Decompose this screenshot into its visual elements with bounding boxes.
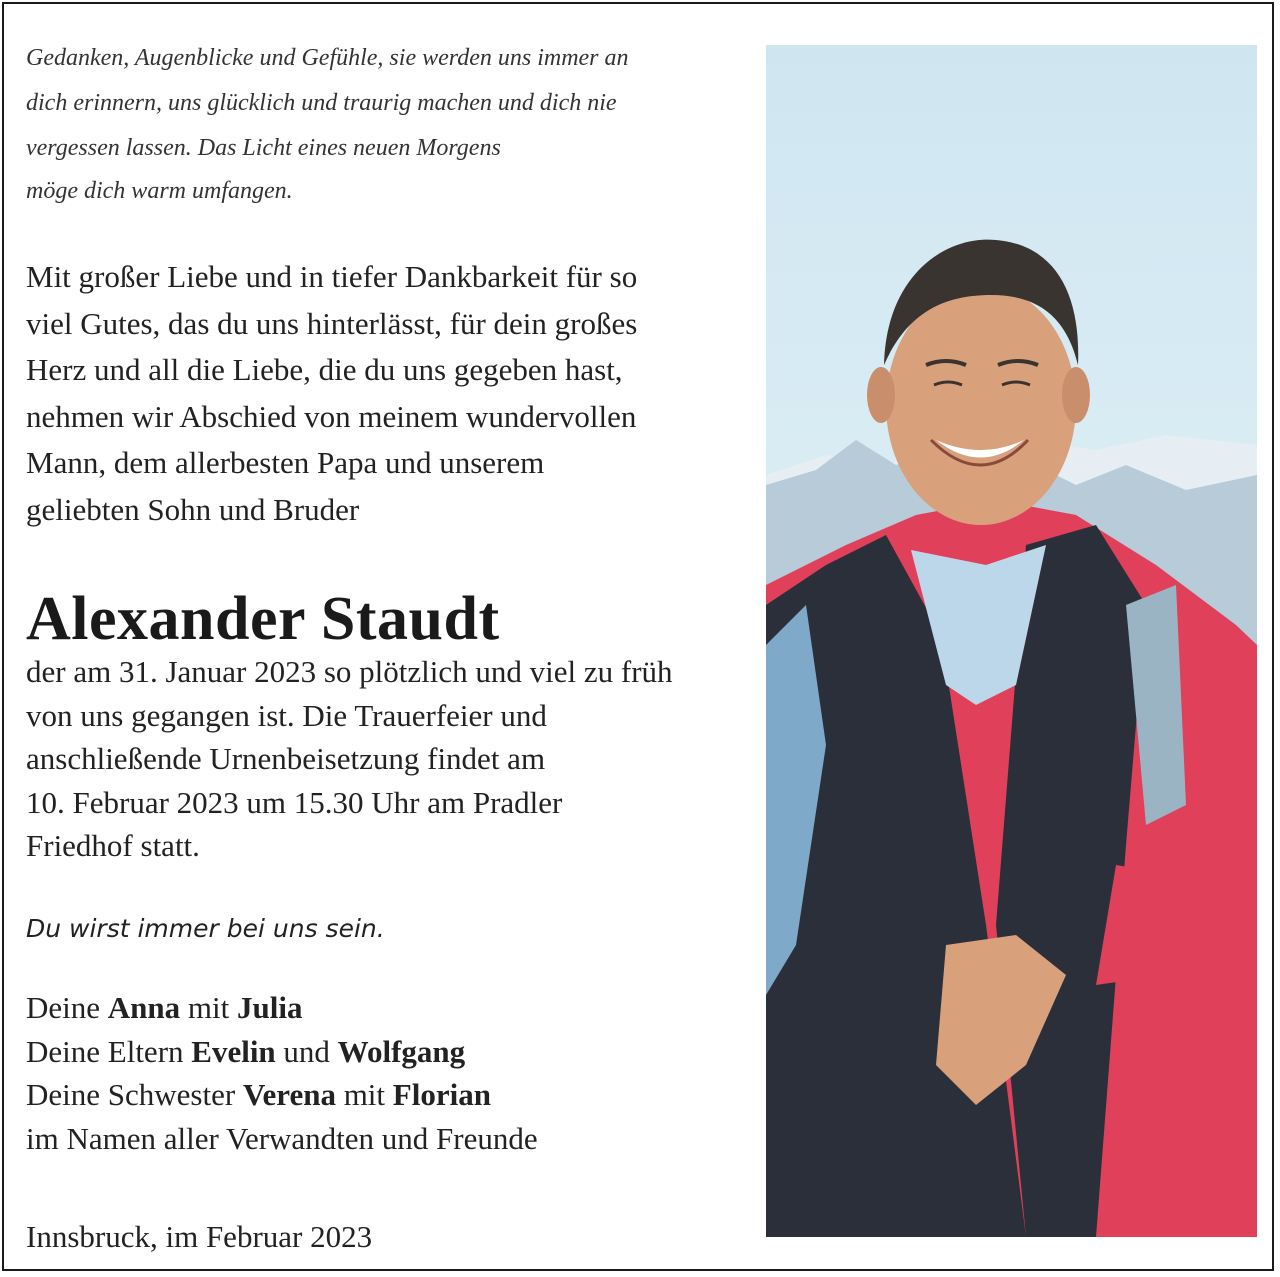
signoff-text: Deine Schwester xyxy=(26,1077,243,1112)
deceased-name: Alexander Staudt xyxy=(26,585,500,653)
family-name: Anna xyxy=(107,990,181,1025)
family-name: Florian xyxy=(392,1077,491,1112)
portrait-illustration xyxy=(766,45,1257,1237)
intro-line: Herz und all die Liebe, die du uns gegeben hast, xyxy=(26,352,623,387)
family-name: Wolfgang xyxy=(337,1033,466,1069)
portrait-photo xyxy=(766,45,1257,1237)
details-line: 10. Februar 2023 um 15.30 Uhr am Pradler xyxy=(26,784,563,820)
signoff-text: Deine xyxy=(26,990,108,1025)
family-name: Verena xyxy=(242,1077,336,1112)
signoff-text: und xyxy=(275,1033,338,1069)
ear-left xyxy=(867,367,895,423)
intro-paragraph xyxy=(26,254,637,533)
face xyxy=(886,285,1076,525)
details-line: anschließende Urnenbeisetzung findet am xyxy=(26,741,546,776)
signoff-line xyxy=(26,1030,538,1074)
intro-line: geliebten Sohn und Bruder xyxy=(26,491,360,527)
quote-line: Gedanken, Augenblicke und Gefühle, sie werden uns immer an xyxy=(26,45,629,71)
text-column xyxy=(26,36,756,1254)
signoff-line xyxy=(26,1073,538,1117)
intro-line: Mit großer Liebe und in tiefer Dankbarkeit für so xyxy=(26,259,638,294)
signoff-line: im Namen aller Verwandten und Freunde xyxy=(26,1120,538,1156)
ear-right xyxy=(1062,367,1090,423)
intro-line: nehmen wir Abschied von meinem wundervollen xyxy=(26,398,637,434)
opening-quote xyxy=(26,36,756,211)
motto: Du wirst immer bei uns sein. xyxy=(26,914,385,943)
family-name: Julia xyxy=(237,990,303,1025)
family-signoff xyxy=(26,986,538,1160)
details-line: Friedhof statt. xyxy=(26,828,200,863)
family-name: Evelin xyxy=(191,1033,276,1069)
details-paragraph xyxy=(26,650,673,868)
details-line: von uns gegangen ist. Die Trauerfeier und xyxy=(26,697,547,733)
quote-line: vergessen lassen. Das Licht eines neuen Morgens xyxy=(26,135,501,161)
intro-line: viel Gutes, das du uns hinterlässt, für dein großes xyxy=(26,305,638,341)
signoff-text: Deine Eltern xyxy=(26,1033,192,1069)
place-date: Innsbruck, im Februar 2023 xyxy=(26,1219,373,1254)
intro-line: Mann, dem allerbesten Papa und unserem xyxy=(26,445,545,480)
signoff-line xyxy=(26,986,538,1030)
signoff-text: mit xyxy=(180,990,237,1025)
quote-line: möge dich warm umfangen. xyxy=(26,178,293,204)
signoff-text: mit xyxy=(335,1077,393,1112)
quote-line: dich erinnern, uns glücklich und traurig machen und dich nie xyxy=(26,90,617,116)
details-line: der am 31. Januar 2023 so plötzlich und viel zu früh xyxy=(26,654,673,689)
